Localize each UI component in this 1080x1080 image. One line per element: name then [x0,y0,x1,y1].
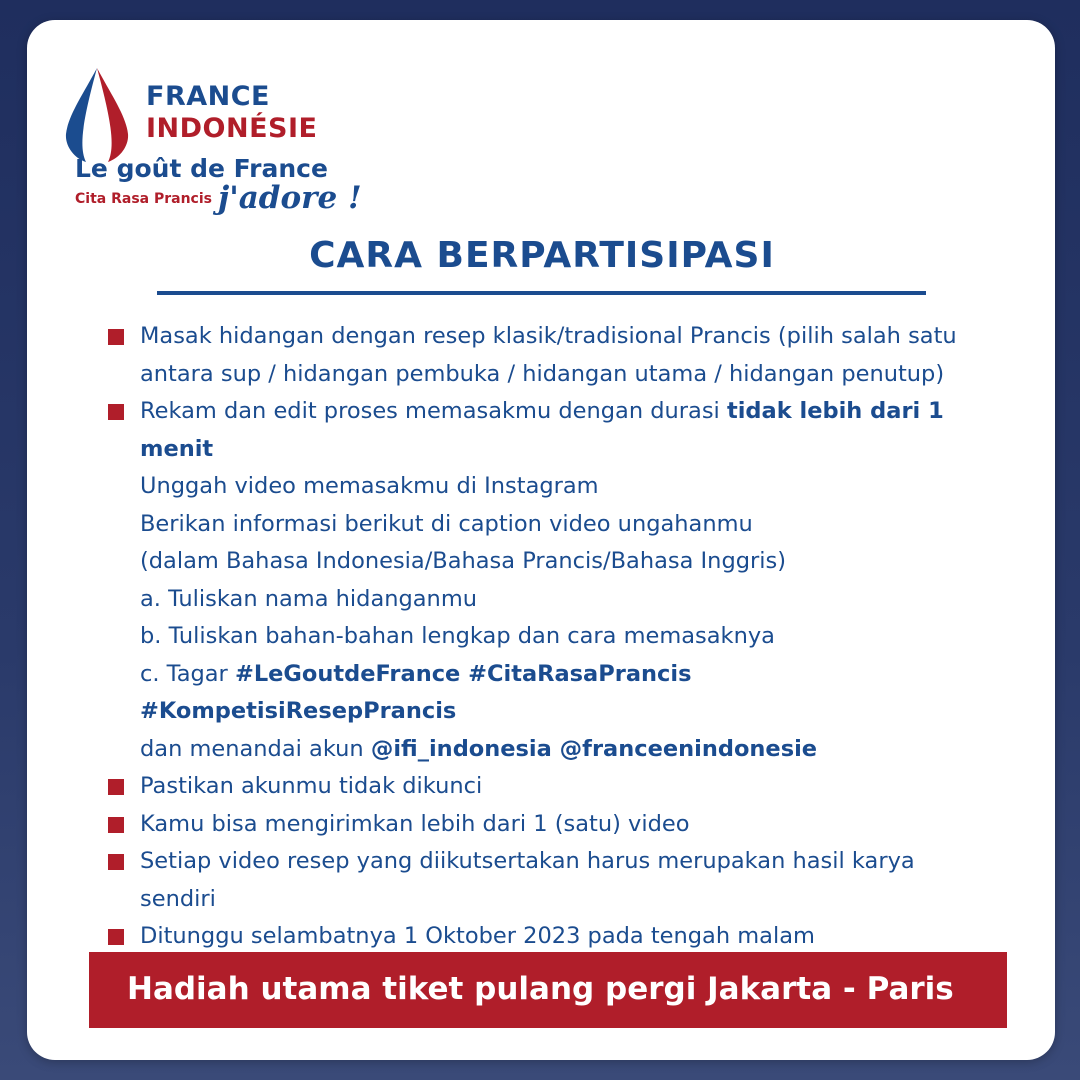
participation-steps [108,318,1008,956]
square-bullet-icon [108,404,124,420]
list-item [108,393,1008,768]
item-line: Berikan informasi berikut di caption video ungahanmu [140,510,753,537]
title-underline [157,291,926,295]
square-bullet-icon [108,929,124,945]
item-line: Ditunggu selambatnya 1 Oktober 2023 pada tengah malam [140,923,815,949]
list-item [108,806,1008,844]
hashtags: #LeGoutdeFrance #CitaRasaPrancis #KompetisiResepPrancis [140,660,692,724]
item-line: (dalam Bahasa Indonesia/Bahasa Prancis/Bahasa Inggris) [140,548,787,574]
logo-script: j'adore ! [218,180,362,216]
prize-banner-text: Hadiah utama tiket pulang pergi Jakarta - Paris [127,971,954,1007]
logo-indonesie-text: INDONÉSIE [146,113,318,144]
item-line: Masak hidangan dengan resep klasik/tradisional Prancis (pilih salah satu [140,323,957,349]
square-bullet-icon [108,817,124,833]
account-handles: @ifi_indonesia @franceenindonesie [370,735,818,762]
item-text: c. Tagar [140,660,235,687]
item-line [140,656,1008,731]
item-line: a. Tuliskan nama hidanganmu [140,585,477,612]
item-line: Pastikan akunmu tidak dikunci [140,773,483,799]
square-bullet-icon [108,329,124,345]
square-bullet-icon [108,854,124,870]
item-text: Rekam dan edit proses memasakmu dengan durasi [140,398,727,424]
list-item [108,768,1008,806]
item-line [140,393,1008,468]
item-line: sendiri [140,885,216,912]
item-line: Kamu bisa mengirimkan lebih dari 1 (satu) video [140,810,690,837]
item-line: b. Tuliskan bahan-bahan lengkap dan cara memasaknya [140,623,775,649]
eiffel-tower-icon [62,66,132,166]
page-title: CARA BERPARTISIPASI [309,235,775,276]
item-line [140,731,1008,769]
france-indonesie-logo [62,66,362,226]
list-item [108,843,1008,918]
list-item [108,318,1008,393]
logo-france-text: FRANCE [146,81,270,112]
prize-banner [89,952,1007,1028]
logo-tagline: Le goût de France [75,154,328,183]
logo-subtitle: Cita Rasa Prancis [75,191,212,207]
item-text: dan menandai akun [140,735,371,762]
item-line: antara sup / hidangan pembuka / hidangan utama / hidangan penutup) [140,360,945,387]
item-emphasis: tidak lebih dari 1 menit [140,398,944,462]
list-item [108,918,1008,956]
item-line: Setiap video resep yang diikutsertakan harus merupakan hasil karya [140,848,915,874]
square-bullet-icon [108,779,124,795]
item-line: Unggah video memasakmu di Instagram [140,473,599,499]
